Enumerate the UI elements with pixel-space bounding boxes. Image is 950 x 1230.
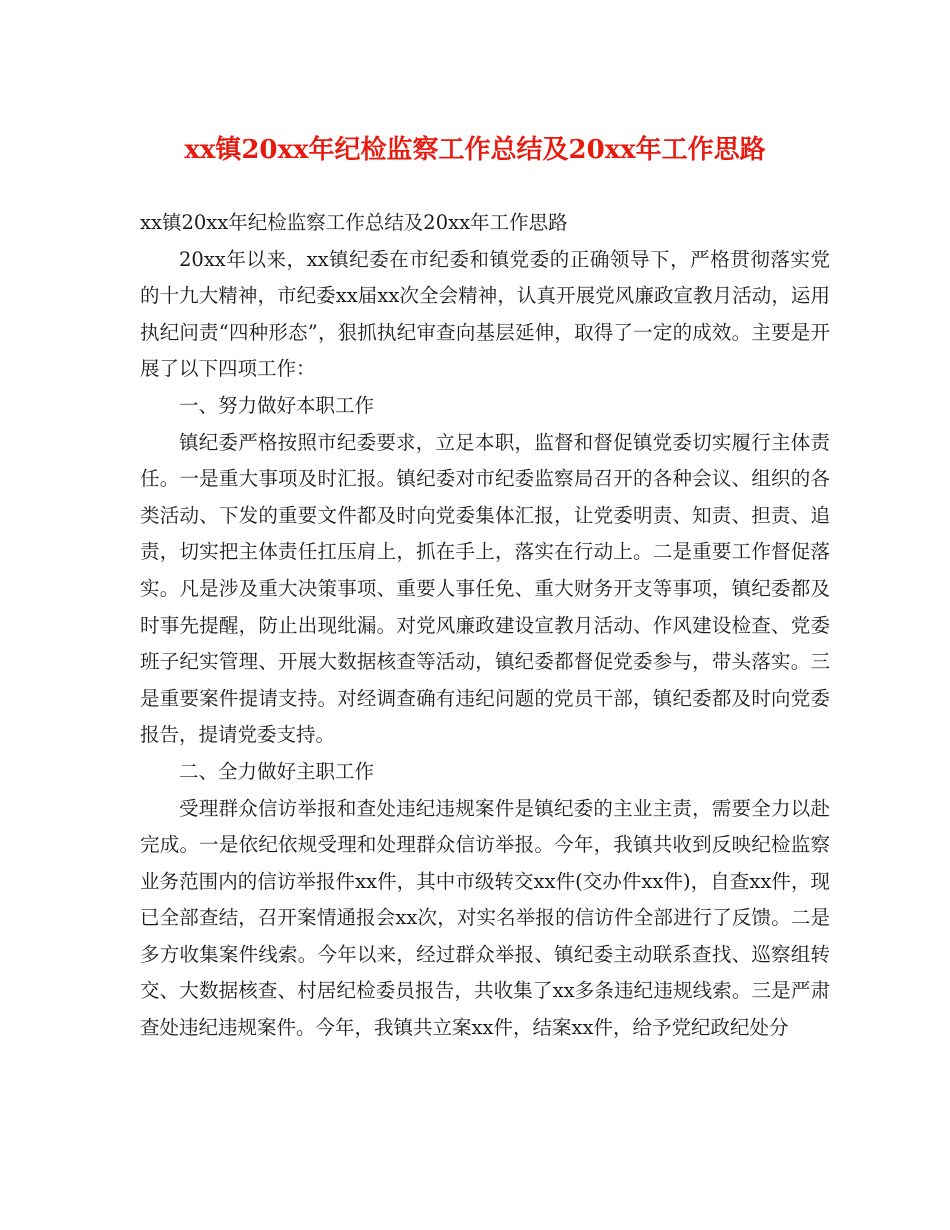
document-body — [140, 205, 830, 1047]
section-1-paragraph: 镇纪委严格按照市纪委要求，立足本职，监督和督促镇党委切实履行主体责任。一是重大事项及时汇报。镇纪委对市纪委监察局召开的各种会议、组织的各类活动、下发的重要文件都及时向党委集体汇报，让党委明责、知责、担责、追责，切实把主体责任扛压肩上，抓在手上，落实在行动上。二是重要工作督促落实。凡是涉及重大决策事项、重要人事任免、重大财务开支等事项，镇纪委都及时事先提醒，防止出现纰漏。对党风廉政建设宣教月活动、作风建设检查、党委班子纪实管理、开展大数据核查等活动，镇纪委都督促党委参与，带头落实。三是重要案件提请支持。对经调查确有违纪问题的党员干部，镇纪委都及时向党委报告，提请党委支持。 — [140, 430, 830, 747]
section-2-paragraph: 受理群众信访举报和查处违纪违规案件是镇纪委的主业主责，需要全力以赴完成。一是依纪依规受理和处理群众信访举报。今年，我镇共收到反映纪检监察业务范围内的信访举报件xx件，其中市级转交xx件(交办件xx件)，自查xx件，现已全部查结，召开案情通报会xx次，对实名举报的信访件全部进行了反馈。二是多方收集案件线索。今年以来，经过群众举报、镇纪委主动联系查找、巡察组转交、大数据核查、村居纪检委员报告，共收集了xx多条违纪违规线索。三是严肃查处违纪违规案件。今年，我镇共立案xx件，结案xx件，给予党纪政纪处分 — [140, 796, 830, 1040]
subtitle-paragraph: xx镇20xx年纪检监察工作总结及20xx年工作思路 — [140, 211, 568, 234]
section-heading-2: 二、全力做好主职工作 — [179, 759, 375, 783]
section-heading-1: 一、努力做好本职工作 — [179, 393, 375, 417]
document-title: xx镇20xx年纪检监察工作总结及20xx年工作思路 — [184, 135, 766, 165]
intro-paragraph: 20xx年以来，xx镇纪委在市纪委和镇党委的正确领导下，严格贯彻落实党的十九大精神，市纪委xx届xx次全会精神，认真开展党风廉政宣教月活动，运用执纪问责“四种形态”，狠抓执纪审查向基层延伸，取得了一定的成效。主要是开展了以下四项工作： — [140, 247, 830, 381]
